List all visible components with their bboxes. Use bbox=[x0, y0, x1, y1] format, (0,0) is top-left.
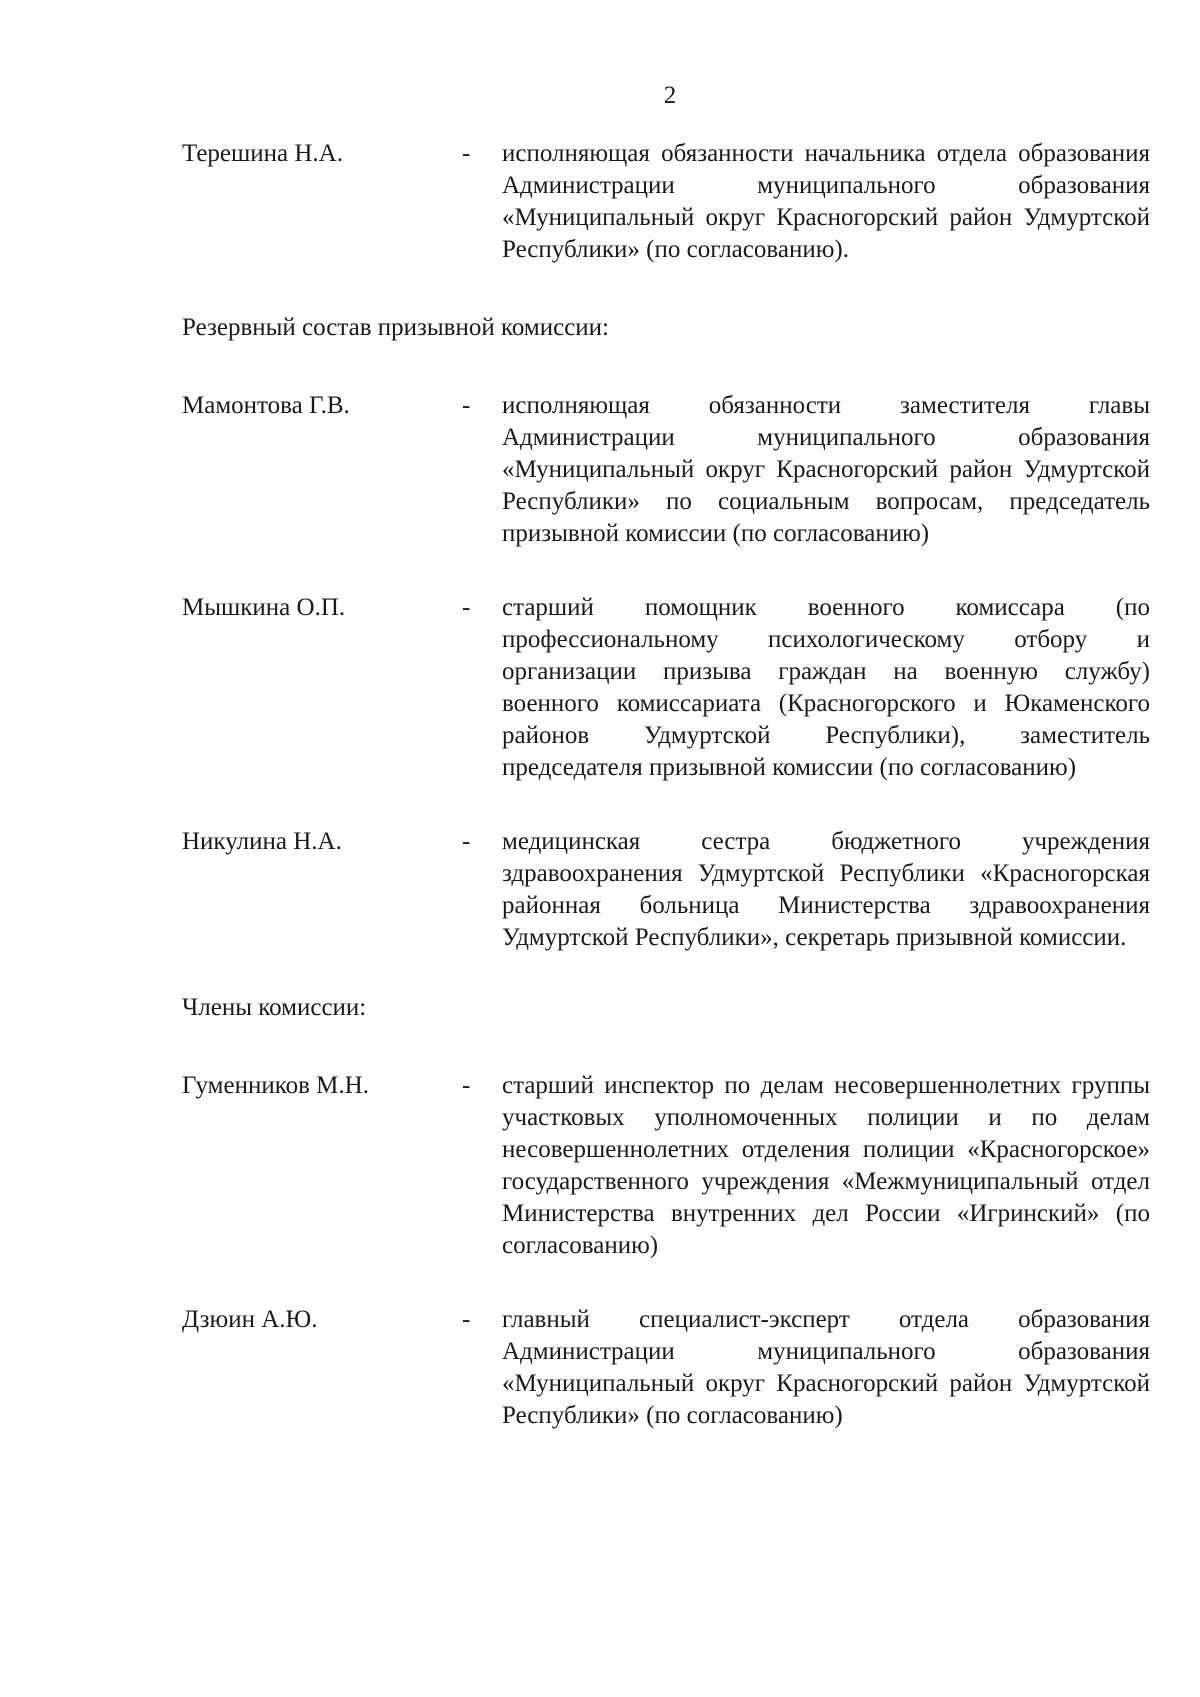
entry-dash: - bbox=[462, 1072, 471, 1099]
entry-dash: - bbox=[462, 392, 471, 419]
entry-nikulina bbox=[182, 826, 1152, 954]
entry-description: старший помощник военного комиссара (по профессиональному психологическому отбору и организации призыва граждан на военную службу) военного комиссариата (Красногорского и Юкаменского районов Удмуртской Республики), заместитель председателя призывной комиссии (по согласованию) bbox=[502, 594, 1150, 781]
entry-mamontova bbox=[182, 390, 1152, 550]
document-content bbox=[182, 138, 1152, 1432]
entry-tereshina bbox=[182, 138, 1152, 266]
entry-dash: - bbox=[462, 1306, 471, 1333]
entry-dzyuin bbox=[182, 1304, 1152, 1432]
entry-dash: - bbox=[462, 828, 471, 855]
entry-description: медицинская сестра бюджетного учреждения здравоохранения Удмуртской Республики «Красногорская районная больница Министерства здравоохранения Удмуртской Республики», секретарь призывной комиссии. bbox=[502, 828, 1150, 951]
entry-description: главный специалист-эксперт отдела образования Администрации муниципального образования «Муниципальный округ Красногорский район Удмуртской Республики» (по согласованию) bbox=[502, 1306, 1150, 1429]
entry-dash: - bbox=[462, 594, 471, 621]
page-number: 2 bbox=[663, 82, 677, 109]
entry-name: Никулина Н.А. bbox=[182, 828, 342, 855]
entry-description: исполняющая обязанности заместителя главы Администрации муниципального образования «Муниципальный округ Красногорский район Удмуртской Республики» по социальным вопросам, председатель призывной комиссии (по согласованию) bbox=[502, 392, 1150, 547]
entry-name: Мышкина О.П. bbox=[182, 594, 346, 621]
entry-dash: - bbox=[462, 140, 471, 167]
entry-gumennikov bbox=[182, 1070, 1152, 1262]
entry-description: старший инспектор по делам несовершеннолетних группы участковых уполномоченных полиции и по делам несовершеннолетних отделения полиции «Красногорское» государственного учреждения «Межмуниципальный отдел Министерства внутренних дел России «Игринский» (по согласованию) bbox=[502, 1072, 1150, 1259]
entry-name: Терешина Н.А. bbox=[182, 140, 343, 167]
reserve-section-title: Резервный состав призывной комиссии: bbox=[182, 314, 609, 341]
members-section-title: Члены комиссии: bbox=[182, 994, 367, 1021]
entry-myshkina bbox=[182, 592, 1152, 784]
entry-name: Мамонтова Г.В. bbox=[182, 392, 350, 419]
entry-description: исполняющая обязанности начальника отдела образования Администрации муниципального образования «Муниципальный округ Красногорский район Удмуртской Республики» (по согласованию). bbox=[502, 140, 1150, 263]
entry-name: Гуменников М.Н. bbox=[182, 1072, 369, 1099]
entry-name: Дзюин А.Ю. bbox=[182, 1306, 318, 1333]
